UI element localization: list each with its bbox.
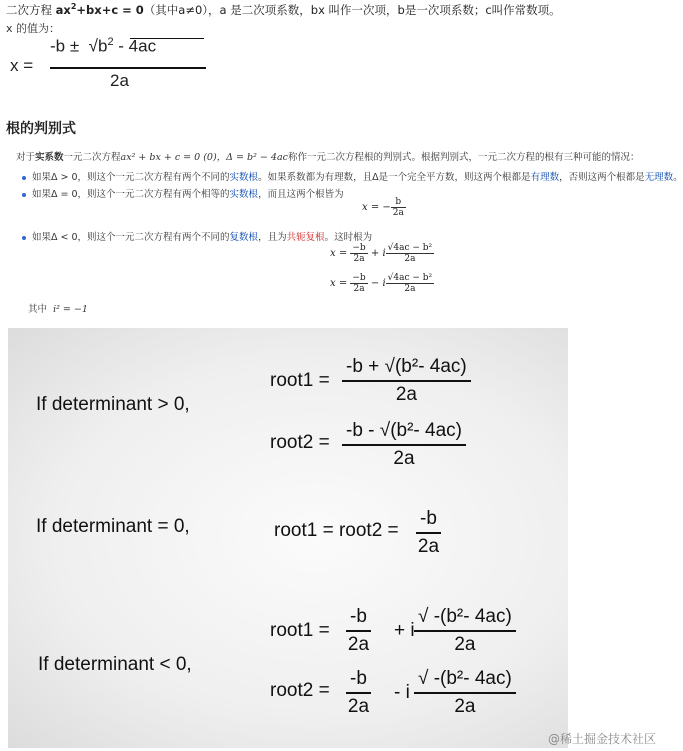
roots-formula-panel	[8, 328, 568, 748]
lt-root2-op: - i	[394, 682, 410, 703]
link-irrational[interactable]: 无理数	[644, 172, 674, 183]
lt-root1-op: + i	[394, 620, 415, 641]
case-zero: 如果Δ = 0，则这个一元二次方程有两个相等的实数根，而且这两个根皆为	[22, 186, 344, 200]
formula-denominator: 2a	[110, 71, 129, 90]
intro-text	[6, 2, 561, 18]
lt-root1-real: -b 2a	[347, 606, 370, 655]
eq-root-fraction: -b 2a	[417, 508, 440, 557]
gt-root2-lhs: root2 =	[270, 432, 330, 453]
case-negative-root1: x = $\frac{-b}{2a}$ + i $\frac{\text{√4ac − b²}}{2a}$	[330, 243, 433, 264]
gt-root1-fraction: -b + √(b²- 4ac) 2a	[342, 356, 471, 406]
bullet-icon	[22, 193, 26, 197]
bullet-icon	[22, 176, 26, 180]
intro-lead: 二次方程	[6, 3, 56, 17]
intro-tail: （其中a≠0），a 是二次项系数，bx 叫作一次项，b是一次项系数；c叫作常数项。	[143, 3, 561, 17]
formula-numerator: $-b \pm √b^2 - 4ac$	[50, 36, 157, 56]
gt-root2-fraction: -b - √(b²- 4ac) 2a	[342, 420, 466, 470]
watermark: @稀土掘金技术社区	[547, 732, 656, 746]
eq-root-lhs: root1 = root2 =	[274, 520, 399, 541]
discriminant-paragraph: 对于实系数一元二次方程ax² + bx + c = 0 (0)，Δ = b² − 4ac称作一元二次方程根的判别式。根据判别式，一元二次方程的根有三种可能的情况：	[16, 152, 640, 163]
fraction-bar	[50, 67, 206, 69]
link-real-root[interactable]: 实数根	[229, 172, 259, 183]
cond-greater: If determinant > 0,	[36, 394, 190, 415]
lt-root2-imag: √ -(b²- 4ac) 2a	[414, 668, 516, 718]
link-complex-root[interactable]: 复数根	[229, 232, 259, 243]
link-rational[interactable]: 有理数	[530, 172, 560, 183]
link-conjugate-root[interactable]: 共轭复根	[286, 232, 325, 243]
lt-root1-lhs: root1 =	[270, 620, 330, 641]
cond-equal: If determinant = 0,	[36, 516, 190, 537]
case-positive: 如果Δ > 0，则这个一元二次方程有两个不同的实数根。如果系数都为有理数，且Δ是一个完全平方数，则这两个根都是有理数，否则这两个根都是无理数。	[22, 169, 683, 183]
case-zero-formula: x = − $\frac{b}{2a}$	[362, 197, 404, 218]
x-value-label: x 的值为：	[6, 22, 61, 35]
gt-root1-lhs: root1 =	[270, 370, 330, 391]
case-negative-root2: x = $\frac{-b}{2a}$ − i $\frac{\text{√4ac − b²}}{2a}$	[330, 273, 433, 294]
bullet-icon	[22, 236, 26, 240]
lt-root2-real: -b 2a	[347, 668, 370, 717]
lt-root1-imag: √ -(b²- 4ac) 2a	[414, 606, 516, 656]
cond-less: If determinant < 0,	[38, 654, 192, 675]
link-real-root-2[interactable]: 实数根	[229, 189, 259, 200]
case-negative: 如果Δ < 0，则这个一元二次方程有两个不同的复数根，且为共轭复根。这时根为	[22, 229, 372, 243]
intro-equation: $ax^2+bx+c = 0$	[55, 2, 144, 17]
sqrt-vinculum	[130, 38, 204, 39]
formula-lhs: x =	[10, 56, 34, 75]
where-note: 其中 i² = −1	[28, 304, 88, 315]
lt-root2-lhs: root2 =	[270, 680, 330, 701]
sqrt-icon: √	[88, 36, 98, 56]
section-heading: 根的判别式	[6, 120, 76, 136]
